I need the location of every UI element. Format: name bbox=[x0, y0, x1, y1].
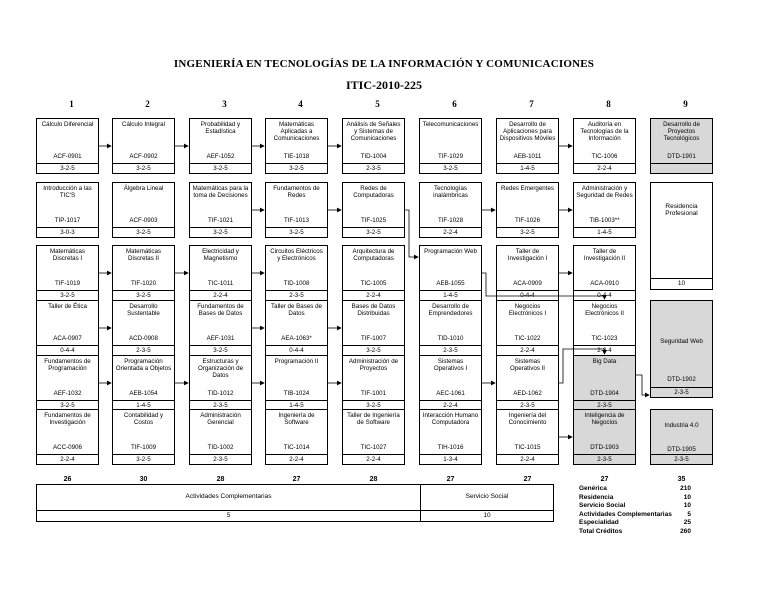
semester-total: 27 bbox=[523, 476, 532, 483]
course-code: TIF-1020 bbox=[130, 280, 157, 287]
course-credits: 3-2-5 bbox=[113, 454, 174, 465]
course-name: Matemáticas Discretas I bbox=[49, 248, 86, 262]
course-credits: 3-0-3 bbox=[37, 227, 98, 238]
course-credits: 0-4-4 bbox=[266, 345, 327, 356]
semester-total: 35 bbox=[677, 476, 686, 483]
course-name: Auditoría en Tecnologías de la Información bbox=[580, 121, 629, 142]
course-credits: 1-4-5 bbox=[113, 400, 174, 411]
course-name: Telecomunicaciones bbox=[422, 121, 479, 128]
summary-value: 10 bbox=[683, 502, 691, 509]
course-credits: 3-2-5 bbox=[37, 163, 98, 174]
residencia-name: Residencia Profesional bbox=[665, 203, 698, 217]
course-name: Fundamentos de Redes bbox=[273, 185, 320, 199]
servicio-credits: 10 bbox=[421, 510, 553, 521]
course-name: Matemáticas Discretas II bbox=[125, 248, 162, 262]
course-name: Administración y Seguridad de Redes bbox=[576, 185, 633, 199]
course-name: Sistemas Operativos I bbox=[433, 358, 468, 372]
course-name: Administración de Proyectos bbox=[348, 358, 399, 372]
course-credits: 2-3-5 bbox=[574, 454, 635, 465]
course-name: Interacción Humano Computadora bbox=[422, 412, 479, 426]
course-code: AEF-1052 bbox=[206, 153, 235, 160]
summary-label: Residencia bbox=[579, 493, 614, 501]
course-credits: 2-2-4 bbox=[190, 290, 251, 301]
course-code: AEB-1054 bbox=[129, 390, 158, 397]
course-code: TIC-1006 bbox=[591, 153, 618, 160]
summary-label: Servicio Social bbox=[579, 502, 626, 509]
course-code: TIF-1021 bbox=[207, 217, 234, 224]
course-name: Cálculo Integral bbox=[122, 121, 165, 128]
course-code: AEB-1011 bbox=[513, 153, 542, 160]
summary-value: 25 bbox=[683, 519, 691, 526]
course-credits: 2-3-5 bbox=[497, 400, 558, 411]
course-name: Sistemas Operativos II bbox=[509, 358, 546, 372]
prerequisite-arrow bbox=[482, 273, 605, 299]
prerequisite-arrow bbox=[636, 375, 649, 395]
course-credits: 2-3-5 bbox=[113, 345, 174, 356]
course-name: Programación Orientada a Objetos bbox=[115, 358, 172, 372]
course-code: AEB-1055 bbox=[436, 280, 465, 287]
course-code: ACA-0907 bbox=[53, 335, 82, 342]
course-credits: 3-2-5 bbox=[113, 163, 174, 174]
seguridad-name: Seguridad Web bbox=[660, 338, 703, 345]
course-name: Matemáticas Aplicadas a Comunicaciones bbox=[273, 121, 320, 142]
prerequisite-arrow bbox=[559, 349, 605, 383]
course-credits: 3-2-5 bbox=[343, 345, 404, 356]
course-code: TIF-1028 bbox=[437, 217, 464, 224]
course-name: Inteligencia de Negocios bbox=[584, 412, 625, 426]
course-credits: 3-2-5 bbox=[113, 290, 174, 301]
course-name: Programación Web bbox=[424, 248, 477, 255]
summary-value: 210 bbox=[680, 485, 691, 492]
course-credits: 3-2-5 bbox=[113, 227, 174, 238]
course-code: TIP-1017 bbox=[54, 217, 81, 224]
summary-label: Actividades Complementarias bbox=[579, 510, 672, 518]
course-credits: 3-2-5 bbox=[190, 345, 251, 356]
course-name: Desarrollo de Proyectos Tecnológicos bbox=[663, 121, 700, 142]
course-name: Electricidad y Magnetismo bbox=[202, 248, 239, 262]
summary-value: 260 bbox=[680, 527, 691, 535]
course-credits: 2-3-5 bbox=[420, 345, 481, 356]
course-name: Administración Gerencial bbox=[200, 412, 241, 426]
course-credits: 2-3-5 bbox=[190, 400, 251, 411]
semester-number: 9 bbox=[683, 99, 688, 109]
course-name: Fundamentos de Investigación bbox=[44, 412, 91, 426]
course-credits: 2-3-5 bbox=[190, 454, 251, 465]
summary-label: Genérica bbox=[579, 485, 607, 492]
course-credits: 3-2-5 bbox=[266, 227, 327, 238]
course-name: Taller de Investigación I bbox=[507, 248, 548, 262]
course-name: Tecnologías inalámbricas bbox=[433, 185, 468, 199]
course-name: Taller de Bases de Datos bbox=[271, 303, 322, 317]
course-code: TID-1002 bbox=[207, 444, 234, 451]
actividades-label: Actividades Complementarias bbox=[185, 493, 272, 500]
course-code: TIF-1025 bbox=[360, 217, 387, 224]
course-code: TID-1010 bbox=[437, 335, 464, 342]
course-credits: 2-2-4 bbox=[497, 454, 558, 465]
course-name: Cálculo Diferencial bbox=[41, 121, 94, 128]
course-credits: 2-2-4 bbox=[266, 454, 327, 465]
course-code: TIB-1024 bbox=[283, 390, 310, 397]
course-code: ACD-0908 bbox=[129, 335, 158, 342]
seguridad-credits: 2-3-5 bbox=[651, 387, 712, 398]
course-credits: 3-2-5 bbox=[343, 400, 404, 411]
course-code: TID-1008 bbox=[283, 280, 310, 287]
course-code: TIC-1011 bbox=[207, 280, 234, 287]
course-credits: 2-2-4 bbox=[574, 163, 635, 174]
course-code: TIF-1009 bbox=[130, 444, 157, 451]
course-credits: 2-3-5 bbox=[343, 163, 404, 174]
prerequisite-arrow bbox=[405, 210, 418, 257]
course-name: Desarrollo de Aplicaciones para Dispositivos Móviles bbox=[499, 121, 556, 142]
course-code: AED-1062 bbox=[513, 390, 542, 397]
course-code: TID-1004 bbox=[360, 153, 387, 160]
course-code: ACA-0910 bbox=[590, 280, 619, 287]
course-credits: 3-2-5 bbox=[190, 163, 251, 174]
course-credits: 2-2-4 bbox=[343, 290, 404, 301]
course-name: Introducción a las TIC'S bbox=[43, 185, 92, 199]
course-code: TID-1012 bbox=[207, 390, 234, 397]
course-name: Desarrollo de Emprendedores bbox=[428, 303, 473, 317]
semester-total: 27 bbox=[600, 476, 609, 483]
course-credits: 1-4-5 bbox=[574, 227, 635, 238]
course-code: ACC-0906 bbox=[53, 444, 82, 451]
course-name: Probabilidad y Estadística bbox=[200, 121, 241, 135]
course-name: Análisis de Señales y Sistemas de Comunicaciones bbox=[346, 121, 401, 142]
course-code: ACF-0903 bbox=[129, 217, 158, 224]
course-code: AEF-1032 bbox=[53, 390, 82, 397]
summary-label: Especialidad bbox=[579, 519, 619, 526]
course-credits: 0-4-4 bbox=[574, 290, 635, 301]
course-credits: 0-4-4 bbox=[37, 345, 98, 356]
course-code: TIC-1023 bbox=[591, 335, 618, 342]
course-credits: 1-3-4 bbox=[420, 454, 481, 465]
residencia-credits: 10 bbox=[651, 278, 712, 289]
course-credits: 2-2-4 bbox=[37, 454, 98, 465]
course-name: Programación II bbox=[274, 358, 319, 365]
course-name: Estructuras y Organización de Datos bbox=[197, 358, 244, 379]
course-name: Negocios Electrónicos I bbox=[508, 303, 547, 317]
course-name: Taller de Ética bbox=[48, 303, 87, 310]
semester-number: 3 bbox=[222, 99, 227, 109]
course-name: Taller de Ingeniería de Software bbox=[347, 412, 400, 426]
semester-total: 28 bbox=[369, 476, 378, 483]
course-code: AEF-1031 bbox=[206, 335, 235, 342]
course-name: Bases de Datos Distribuidas bbox=[351, 303, 396, 317]
industria-name: Industria 4.0 bbox=[664, 422, 699, 429]
industria-code: DTD-1905 bbox=[667, 446, 696, 453]
semester-total: 27 bbox=[292, 476, 301, 483]
course-code: TIF-1013 bbox=[283, 217, 310, 224]
servicio-label: Servicio Social bbox=[465, 493, 509, 500]
course-credits: 0-4-4 bbox=[497, 290, 558, 301]
course-code: TIF-1019 bbox=[54, 280, 81, 287]
course-name: Redes Emergentes bbox=[501, 185, 554, 192]
course-name: Fundamentos de Programación bbox=[44, 358, 91, 372]
semester-number: 8 bbox=[606, 99, 611, 109]
course-name: Big Data bbox=[592, 358, 617, 365]
course-credits: 1-4-5 bbox=[266, 400, 327, 411]
course-code: TIC-1027 bbox=[360, 444, 387, 451]
course-credits: 2-2-4 bbox=[497, 345, 558, 356]
seguridad-code: DTD-1902 bbox=[667, 376, 696, 383]
course-code: TIC-1022 bbox=[514, 335, 541, 342]
course-name: Contabilidad y Costos bbox=[123, 412, 164, 426]
course-credits: 2-2-4 bbox=[420, 227, 481, 238]
course-credits: 3-2-5 bbox=[37, 290, 98, 301]
course-name: Desarrollo Sustentable bbox=[127, 303, 160, 317]
semester-number: 1 bbox=[69, 99, 74, 109]
course-code: ACF-0901 bbox=[53, 153, 82, 160]
course-name: Circuitos Eléctricos y Electrónicos bbox=[270, 248, 323, 262]
semester-total: 28 bbox=[216, 476, 225, 483]
summary-value: 5 bbox=[687, 510, 691, 518]
course-name: Taller de Investigación II bbox=[583, 248, 626, 262]
course-code: ACF-0902 bbox=[129, 153, 158, 160]
course-code: TIF-1029 bbox=[437, 153, 464, 160]
course-name: Ingeniería de Software bbox=[278, 412, 315, 426]
summary-value: 10 bbox=[683, 493, 691, 501]
course-code: TIF-1001 bbox=[360, 390, 387, 397]
semester-total: 27 bbox=[446, 476, 455, 483]
course-code: TIB-1003** bbox=[589, 217, 620, 224]
course-credits: 2-2-4 bbox=[420, 400, 481, 411]
semester-number: 4 bbox=[298, 99, 303, 109]
course-code: TIH-1016 bbox=[437, 444, 464, 451]
course-code: TIC-1005 bbox=[360, 280, 387, 287]
semester-number: 2 bbox=[145, 99, 150, 109]
course-code: TIE-1018 bbox=[283, 153, 310, 160]
program-title: INGENIERÍA EN TECNOLOGÍAS DE LA INFORMACIÓN Y COMUNICACIONES bbox=[173, 58, 595, 70]
course-name: Matemáticas para la toma de Decisiones bbox=[192, 185, 249, 199]
course-code: TIC-1015 bbox=[514, 444, 541, 451]
actividades-credits: 5 bbox=[37, 510, 420, 521]
semester-number: 6 bbox=[452, 99, 457, 109]
course-credits: 3-2-5 bbox=[266, 163, 327, 174]
course-name: Álgebra Lineal bbox=[123, 185, 164, 192]
course-name: Negocios Electrónicos II bbox=[585, 303, 624, 317]
course-code: AEC-1061 bbox=[436, 390, 465, 397]
course-credits: 1-4-5 bbox=[420, 290, 481, 301]
course-credits: 1-4-5 bbox=[497, 163, 558, 174]
course-credits: 3-2-5 bbox=[343, 227, 404, 238]
course-credits: 3-2-5 bbox=[190, 227, 251, 238]
industria-credits: 2-3-5 bbox=[651, 454, 712, 465]
course-code: TIF-1007 bbox=[360, 335, 387, 342]
course-name: Redes de Computadoras bbox=[353, 185, 394, 199]
course-credits: 3-2-5 bbox=[37, 400, 98, 411]
course-credits: 3-2-5 bbox=[497, 227, 558, 238]
course-code: DTD-1903 bbox=[590, 444, 619, 451]
semester-number: 7 bbox=[529, 99, 534, 109]
semester-total: 30 bbox=[139, 476, 148, 483]
course-credits: 3-2-5 bbox=[420, 163, 481, 174]
course-name: Ingeniería del Conocimiento bbox=[508, 412, 547, 426]
course-credits: 2-3-5 bbox=[574, 400, 635, 411]
course-credits: 2-2-4 bbox=[343, 454, 404, 465]
course-name: Arquitectura de Computadoras bbox=[352, 248, 395, 262]
course-code: DTD-1901 bbox=[667, 153, 696, 160]
course-code: DTD-1904 bbox=[590, 390, 619, 397]
course-code: TIF-1026 bbox=[514, 217, 541, 224]
course-code: AEA-1063* bbox=[281, 335, 312, 342]
plan-code: ITIC-2010-225 bbox=[345, 78, 422, 92]
course-code: TIC-1014 bbox=[283, 444, 310, 451]
semester-total: 26 bbox=[63, 476, 72, 483]
course-code: ACA-0909 bbox=[513, 280, 542, 287]
summary-label: Total Créditos bbox=[579, 527, 623, 535]
course-credits: 2-2-4 bbox=[574, 345, 635, 356]
course-name: Fundamentos de Bases de Datos bbox=[197, 303, 244, 317]
semester-number: 5 bbox=[375, 99, 380, 109]
course-credits: 2-3-5 bbox=[266, 290, 327, 301]
